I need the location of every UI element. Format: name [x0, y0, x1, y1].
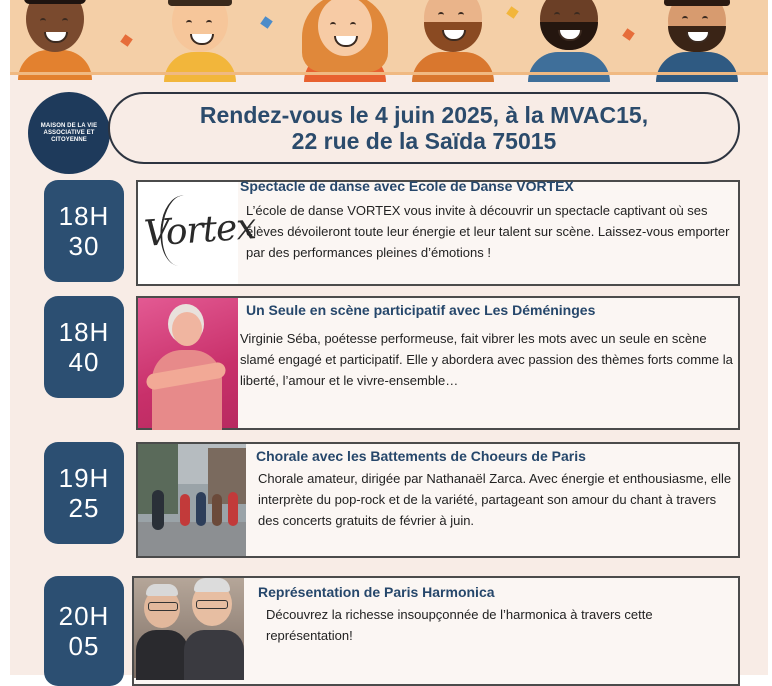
logo-text: MAISON DE LA VIE ASSOCIATIVE ET CITOYENNE [40, 122, 98, 143]
time-minute: 25 [68, 493, 100, 523]
event-title: Un Seule en scène participatif avec Les Déméninges [246, 302, 596, 318]
time-hour: 20H [58, 601, 110, 631]
time-minute: 30 [68, 231, 100, 261]
person-illustration [160, 0, 240, 72]
event-description: Découvrez la richesse insoupçonnée de l’harmonica à travers cette représentation! [266, 607, 653, 643]
vortex-logo-text: Vortex [142, 206, 257, 255]
person-illustration [652, 0, 742, 72]
event-header [108, 92, 740, 164]
time-badge [44, 576, 124, 686]
vortex-logo-image [138, 182, 257, 284]
time-hour: 19H [58, 463, 110, 493]
confetti-shape [622, 28, 635, 41]
banner-divider [10, 72, 768, 75]
time-badge [44, 296, 124, 398]
people-illustration-banner [10, 0, 768, 72]
performer-photo [138, 298, 238, 428]
confetti-shape [120, 34, 133, 47]
header-line-1: Rendez-vous le 4 juin 2025, à la MVAC15, [199, 102, 649, 128]
person-illustration [300, 0, 390, 72]
event-description: Chorale amateur, dirigée par Nathanaël Zarca. Avec énergie et enthousiasme, elle interprète du pop-rock et de la variété, partageant son amour du chant à travers des concerts gratuits de février à juin. [258, 471, 732, 528]
harmonica-photo [134, 578, 244, 678]
event-flyer [10, 0, 768, 675]
time-minute: 40 [68, 347, 100, 377]
time-badge [44, 442, 124, 544]
time-hour: 18H [58, 317, 110, 347]
event-description: L’école de danse VORTEX vous invite à découvrir un spectacle captivant où ses élèves dévoileront toute leur énergie et leur talent sur scène. Laissez-vous emporter par des performances pleines d’émotions ! [246, 203, 730, 260]
time-badge [44, 180, 124, 282]
event-title: Spectacle de danse avec Ecole de Danse VORTEX [240, 178, 574, 194]
person-illustration [410, 0, 496, 72]
person-illustration [526, 0, 612, 72]
mvac-logo [28, 92, 110, 174]
choir-photo [138, 444, 246, 556]
event-title: Représentation de Paris Harmonica [258, 584, 495, 600]
event-description: Virginie Séba, poétesse performeuse, fait vibrer les mots avec un seule en scène slamé engagé et participatif. Elle y abordera avec passion des thèmes forts comme la liberté, l’amour et le vivre-ensemble… [240, 331, 733, 388]
time-minute: 05 [68, 631, 100, 661]
header-line-2: 22 rue de la Saïda 75015 [291, 128, 557, 154]
event-title: Chorale avec les Battements de Choeurs de Paris [256, 448, 586, 464]
person-illustration [16, 0, 96, 72]
confetti-shape [506, 6, 519, 19]
time-hour: 18H [58, 201, 110, 231]
confetti-shape [260, 16, 273, 29]
